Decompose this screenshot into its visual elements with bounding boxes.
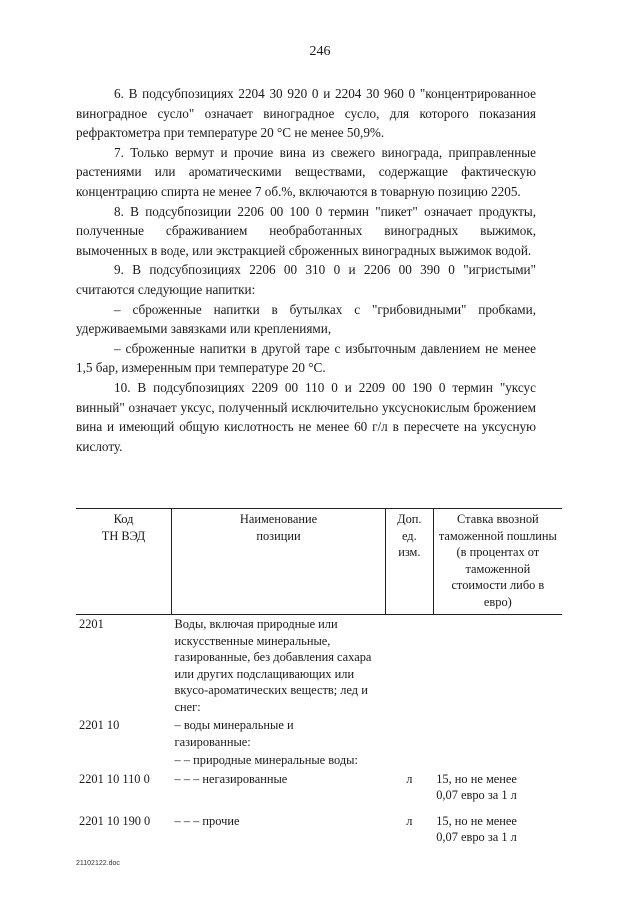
row-unit <box>385 716 433 751</box>
note-8: 8. В подсубпозиции 2206 00 100 0 термин "пикет" означает продукты, полученные сбраживанием необработанных виноградных выжимок, вымоченных в воде, или экстракцией сброженных виноградных выжимок водой. <box>76 203 536 258</box>
row-unit <box>385 751 433 770</box>
note-9-item-2: – сброженные напитки в другой таре с избыточным давлением не менее 1,5 бар, измеренным при температуре 20 °С. <box>76 340 536 376</box>
document-filename: 21102122.doc <box>76 860 120 867</box>
row-name: Воды, включая природные или искусственные минеральные, газированные, без добавления сахара или других подслащивающих или вкусо-ароматических веществ; лед и снег: <box>174 617 372 714</box>
row-rate <box>433 615 562 717</box>
row-rate <box>433 716 562 751</box>
row-rate <box>433 751 562 770</box>
row-code: 2201 10 <box>79 718 120 732</box>
header-code: Код ТН ВЭД <box>76 509 172 615</box>
note-9: 9. В подсубпозициях 2206 00 310 0 и 2206 00 390 0 "игристыми" считаются следующие напитки: <box>76 262 536 297</box>
table-row <box>76 770 562 805</box>
table-row <box>76 751 562 770</box>
header-name: Наименование позиции <box>172 509 386 615</box>
note-6: 6. В подсубпозициях 2204 30 920 0 и 2204 30 960 0 "концентрированное виноградное сусло" означает виноградное сусло, для которого показания рефрактометра при температуре 20 °С не менее 50,9%. <box>76 86 536 141</box>
note-9-item-1: – сброженные напитки в бутылках с "грибовидными" пробками, удерживаемыми завязками или креплениями, <box>76 301 536 337</box>
table-row <box>76 716 562 751</box>
row-name: – – – прочие <box>174 813 240 828</box>
note-7: 7. Только вермут и прочие вина из свежего винограда, приправленные растениями или ароматическими веществами, содержащие фактическую концентрацию спирта не менее 7 об.%, включаются в товарную позицию 2205. <box>76 144 536 199</box>
row-code: 2201 <box>79 617 104 631</box>
row-code <box>76 751 172 770</box>
row-code: 2201 10 190 0 <box>79 813 151 828</box>
page-number: 246 <box>309 44 331 59</box>
row-rate: 15, но не менее 0,07 евро за 1 л <box>436 813 517 844</box>
row-name: – воды минеральные и газированные: <box>174 718 294 749</box>
row-unit: л <box>406 813 413 828</box>
tariff-table <box>76 508 562 847</box>
row-rate: 15, но не менее 0,07 евро за 1 л <box>436 771 517 802</box>
row-unit: л <box>406 771 413 786</box>
row-unit <box>385 615 433 717</box>
table-row <box>76 615 562 717</box>
table-header-row <box>76 509 562 615</box>
row-name: – – – негазированные <box>174 771 288 786</box>
note-10: 10. В подсубпозициях 2209 00 110 0 и 2209 00 190 0 термин "уксус винный" означает уксус, полученный исключительно уксуснокислым брожением вина и имеющий общую кислотность не менее 60 г/л в пересчете на уксусную кислоту. <box>76 379 536 454</box>
row-code: 2201 10 110 0 <box>79 771 150 786</box>
table-row <box>76 805 562 847</box>
header-unit: Доп. ед. изм. <box>385 509 433 615</box>
notes-text <box>76 84 536 456</box>
row-name: – – природные минеральные воды: <box>174 753 358 767</box>
header-rate: Ставка ввозной таможенной пошлины (в процентах от таможенной стоимости либо в евро) <box>433 509 562 615</box>
